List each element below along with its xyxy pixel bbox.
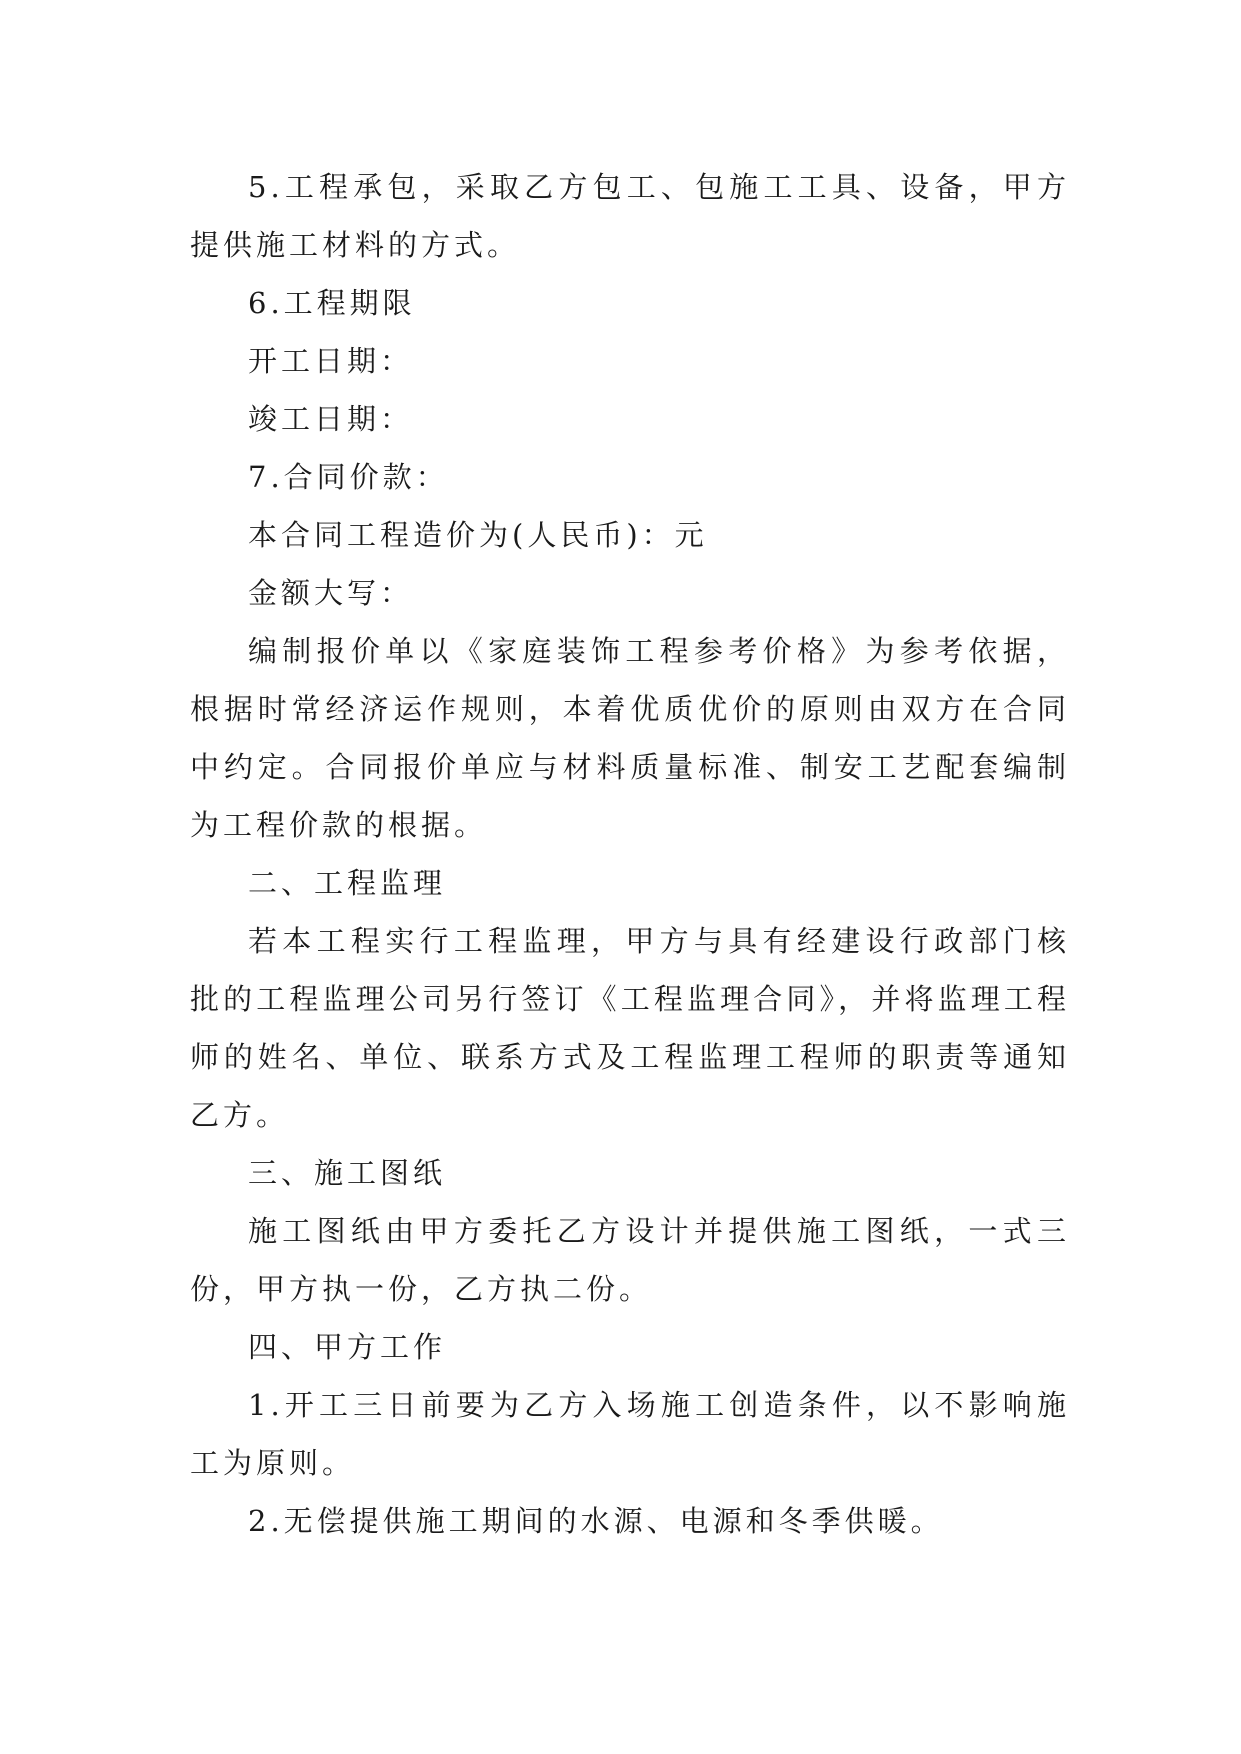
party-a-work-item-1: 1.开工三日前要为乙方入场施工创造条件，以不影响施工为原则。 xyxy=(190,1388,1070,1480)
start-date-line: 开工日期： xyxy=(248,344,414,378)
drawings-paragraph: 施工图纸由甲方委托乙方设计并提供施工图纸，一式三份，甲方执一份，乙方执二份。 xyxy=(190,1214,1070,1306)
contract-price-line: 本合同工程造价为(人民币)：元 xyxy=(248,518,708,552)
paragraph-item-7-heading: 7.合同价款： xyxy=(248,460,449,494)
section-heading-drawings: 三、施工图纸 xyxy=(248,1156,447,1190)
paragraph-item-5: 5.工程承包，采取乙方包工、包施工工具、设备，甲方提供施工材料的方式。 xyxy=(190,170,1070,262)
price-basis-paragraph: 编制报价单以《家庭装饰工程参考价格》为参考依据，根据时常经济运作规则，本着优质优价的原则由双方在合同中约定。合同报价单应与材料质量标准、制安工艺配套编制为工程价款的根据。 xyxy=(190,634,1070,842)
supervision-paragraph: 若本工程实行工程监理，甲方与具有经建设行政部门核批的工程监理公司另行签订《工程监理合同》，并将监理工程师的姓名、单位、联系方式及工程监理工程师的职责等通知乙方。 xyxy=(190,924,1070,1132)
completion-date-line: 竣工日期： xyxy=(248,402,414,436)
document-body xyxy=(190,158,1070,1550)
section-heading-party-a-work: 四、甲方工作 xyxy=(248,1330,447,1364)
section-heading-supervision: 二、工程监理 xyxy=(248,866,447,900)
amount-in-words-line: 金额大写： xyxy=(248,576,414,610)
party-a-work-item-2: 2.无偿提供施工期间的水源、电源和冬季供暖。 xyxy=(248,1504,944,1538)
paragraph-item-6-heading: 6.工程期限 xyxy=(248,286,416,320)
